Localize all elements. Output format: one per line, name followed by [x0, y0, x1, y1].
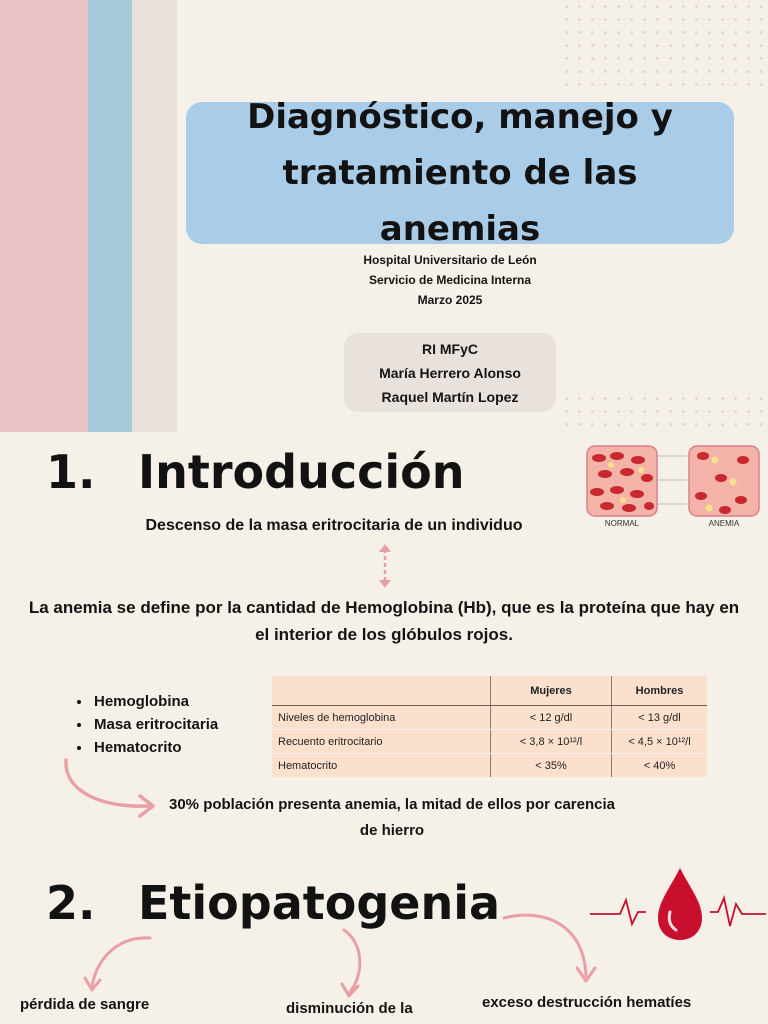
decor-dots-mid — [560, 392, 768, 432]
table-cell: Recuento eritrocitario — [272, 730, 491, 754]
table-header: Hombres — [612, 676, 708, 706]
table-header — [272, 676, 491, 706]
decor-dots-top — [560, 0, 768, 92]
author-2: Raquel Martín Lopez — [381, 388, 519, 405]
cause-blood-loss: pérdida de sangre — [20, 996, 150, 1013]
list-item: • Hemoglobina — [92, 690, 218, 713]
arrow-right-icon — [500, 910, 600, 990]
table-header: Mujeres — [491, 676, 612, 706]
parameters-list — [72, 690, 218, 759]
department: Servicio de Medicina Interna — [368, 273, 532, 287]
double-arrow-icon — [376, 543, 394, 589]
decor-stripe-grey — [132, 0, 177, 432]
page-title: Diagnóstico, manejo y tratamiento de las anemias — [247, 97, 673, 249]
table-cell: < 4,5 × 10¹²/l — [612, 730, 708, 754]
reference-values-table — [272, 676, 707, 778]
curved-arrow-icon — [58, 756, 162, 822]
arrow-middle-icon — [336, 926, 372, 1002]
table-cell: Niveles de hemoglobina — [272, 706, 491, 730]
table-cell: < 13 g/dl — [612, 706, 708, 730]
table-cell: Hematocrito — [272, 754, 491, 778]
decor-stripe-blue — [88, 0, 132, 432]
table-header-row — [272, 676, 707, 706]
table-row — [272, 730, 707, 754]
author-1: María Herrero Alonso — [379, 364, 521, 381]
table-row — [272, 754, 707, 778]
definition-text: La anemia se define por la cantidad de Hemoglobina (Hb), que es la proteína que hay en el interior de los glóbulos rojos. — [28, 598, 740, 644]
table-cell: < 12 g/dl — [491, 706, 612, 730]
cover-meta — [300, 250, 600, 310]
table-cell: < 35% — [491, 754, 612, 778]
blood-cells-figure — [583, 434, 763, 530]
date: Marzo 2025 — [417, 293, 483, 307]
list-item: • Hematocrito — [92, 736, 218, 759]
author-role: RI MFyC — [422, 340, 478, 357]
list-item: • Masa eritrocitaria — [92, 713, 218, 736]
section-2-title: Etiopatogenia — [138, 876, 501, 930]
blood-drop-heartbeat-icon — [590, 862, 766, 948]
table-row — [272, 706, 707, 730]
title-box — [186, 97, 734, 249]
section-1-title: Introducción — [138, 445, 465, 499]
cause-decreased-production: disminución de la — [286, 1000, 413, 1017]
section-2-number: 2. — [46, 876, 96, 930]
label-anemia: ANEMIA — [708, 519, 740, 528]
arrow-left-icon — [82, 934, 154, 996]
table-cell: < 40% — [612, 754, 708, 778]
institution: Hospital Universitario de León — [363, 253, 537, 267]
section-1-number: 1. — [46, 445, 96, 499]
cause-destruction: exceso destrucción hematíes — [482, 994, 692, 1011]
descenso-text: Descenso de la masa eritrocitaria de un individuo — [145, 517, 523, 534]
authors-box — [344, 333, 556, 412]
table-cell: < 3,8 × 10¹²/l — [491, 730, 612, 754]
label-normal: NORMAL — [604, 519, 640, 528]
decor-stripe-pink — [0, 0, 88, 432]
prevalence-text: 30% población presenta anemia, la mitad de ellos por carencia de hierro — [169, 796, 615, 839]
